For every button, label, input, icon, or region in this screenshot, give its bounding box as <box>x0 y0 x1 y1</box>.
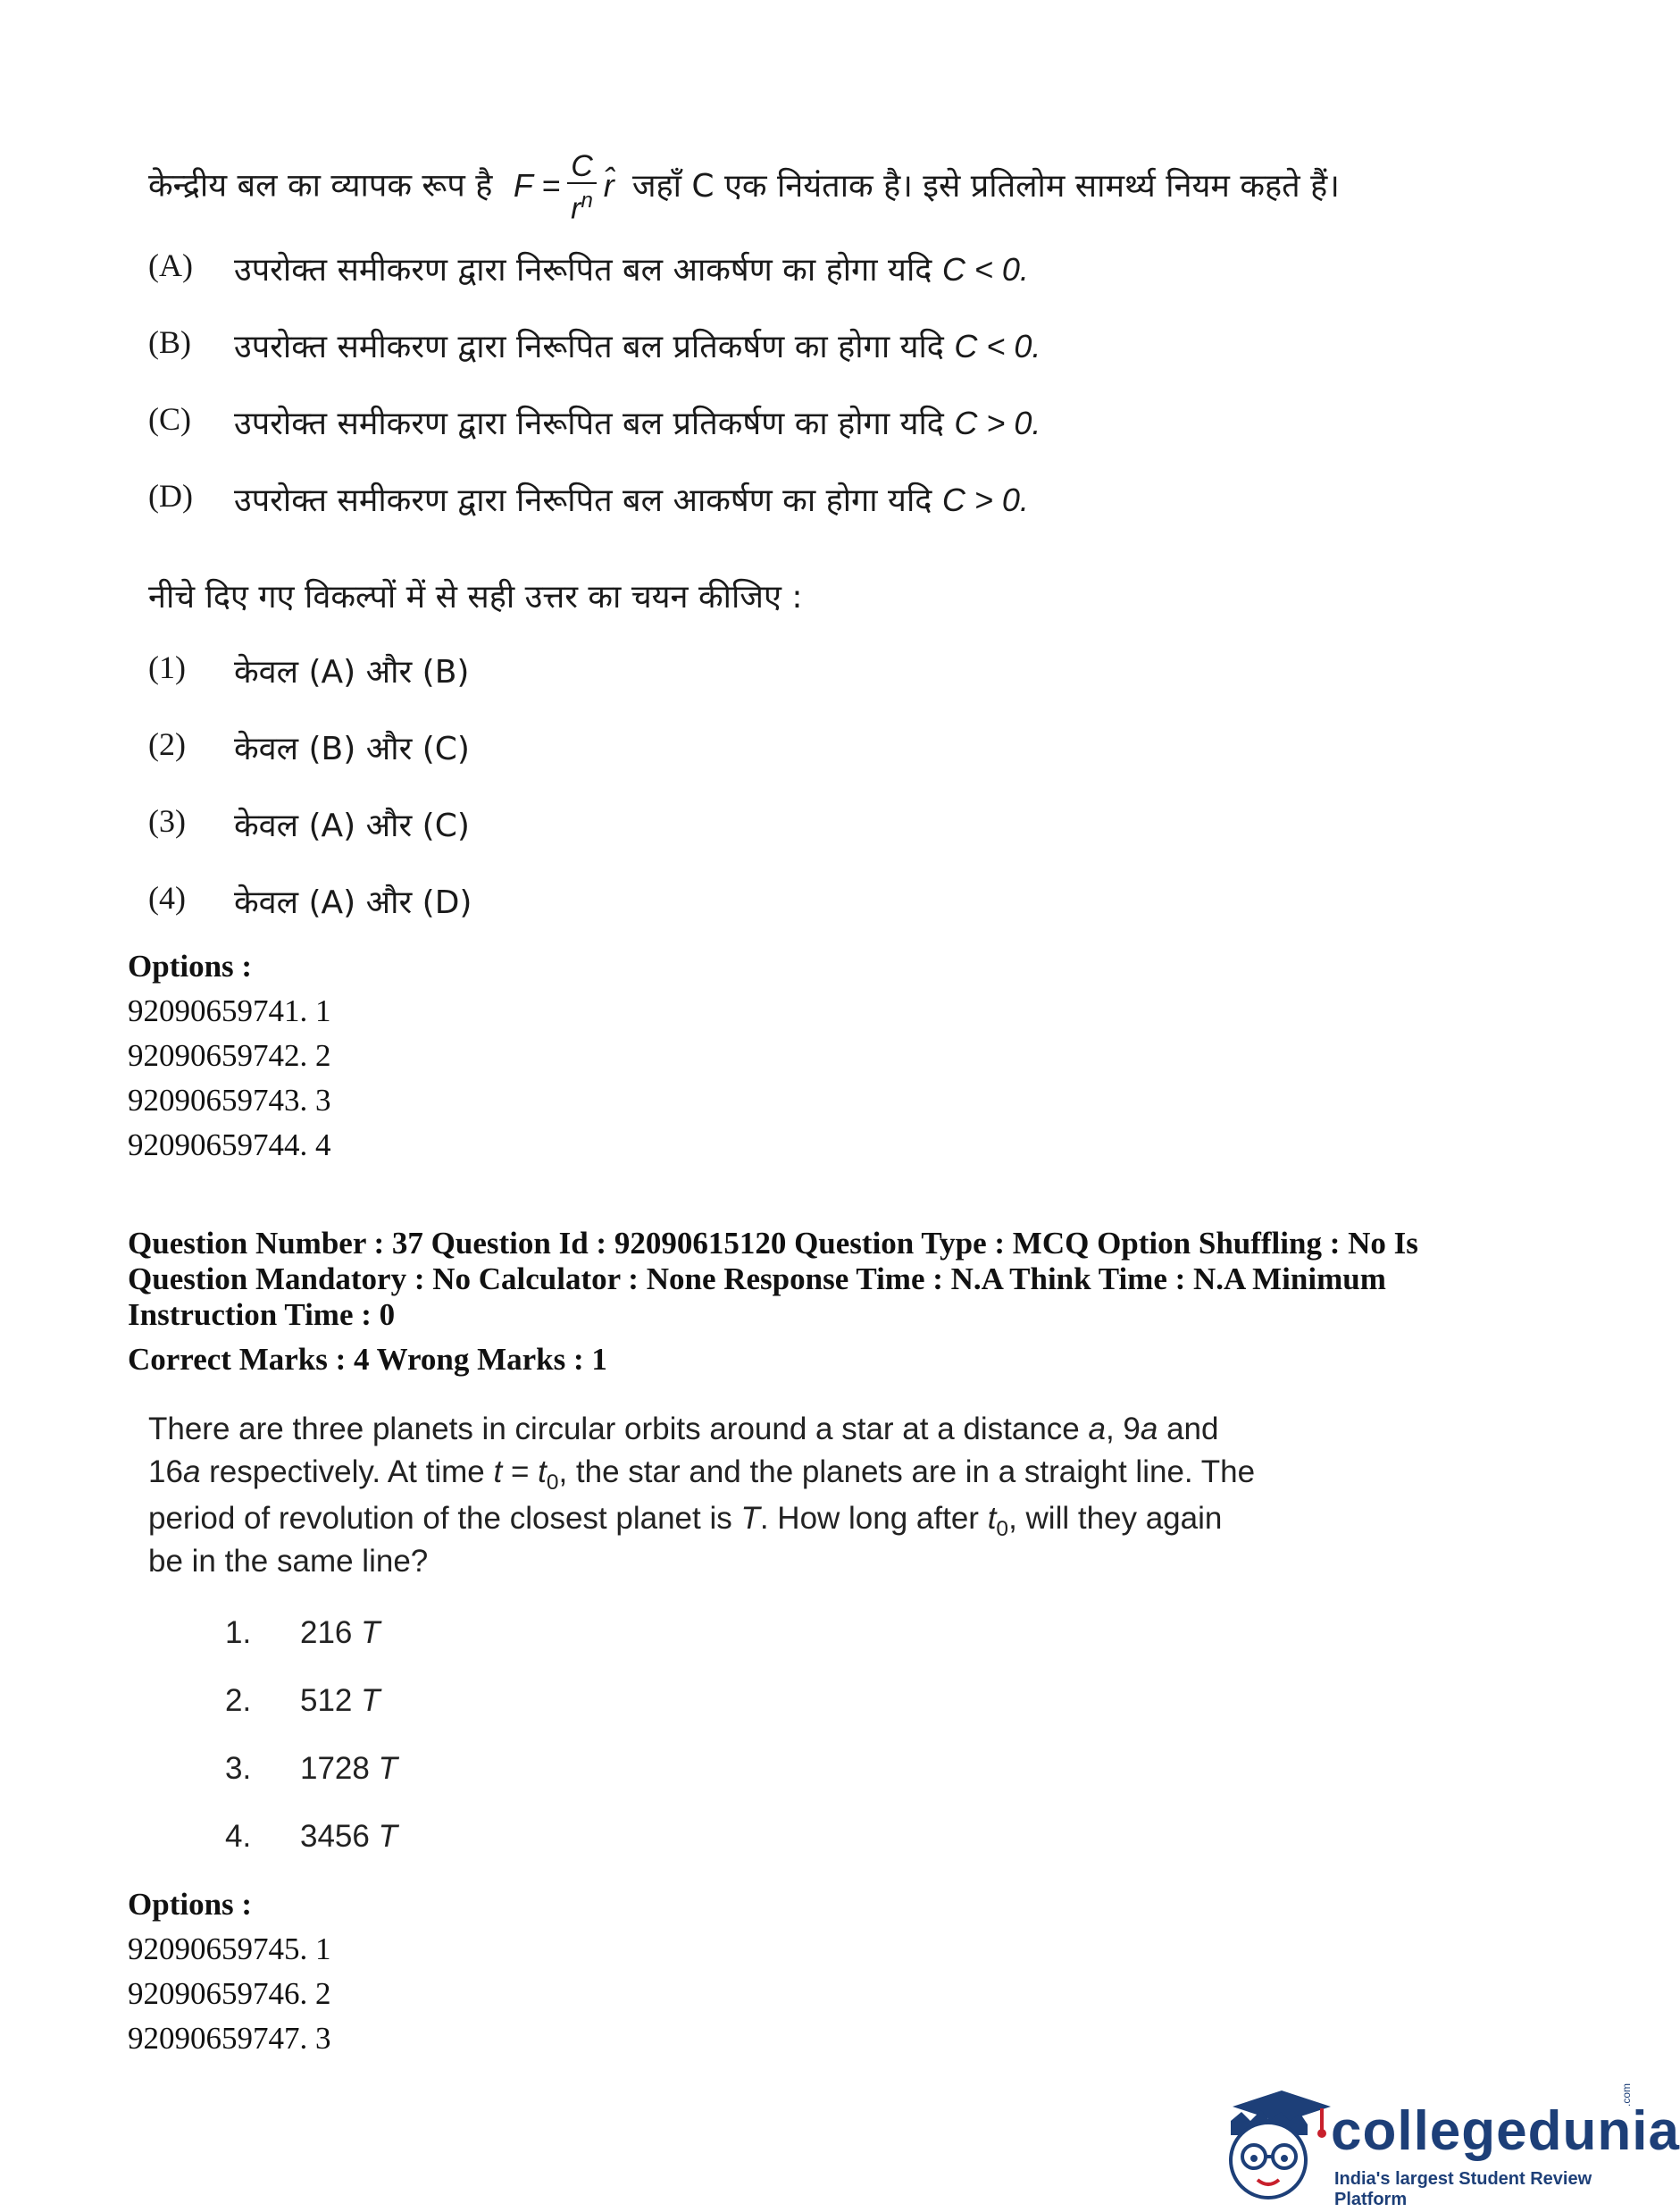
logo-tagline: India's largest Student Review Platform <box>1334 2169 1592 2209</box>
q36-formula-num: C <box>567 150 597 184</box>
choice-label: (1) <box>148 649 186 685</box>
option-item: 92090659743. 3 <box>128 1083 331 1118</box>
option-item: 92090659747. 3 <box>128 2021 331 2056</box>
subscript: 0 <box>546 1470 559 1495</box>
statement-text <box>234 247 1029 290</box>
choice-text: केवल (A) और (C) <box>234 808 470 844</box>
text-run: period of revolution of the closest planet is <box>148 1501 741 1536</box>
text-run: , 9 <box>1105 1412 1141 1446</box>
text-run: . How long after <box>759 1501 988 1536</box>
option-item: 92090659745. 1 <box>128 1931 331 1966</box>
logo-wordmark: collegedunia <box>1331 2100 1680 2162</box>
text-run: , will they again <box>1008 1501 1223 1536</box>
option-item: 92090659744. 4 <box>128 1127 331 1162</box>
q36-formula-lhs: F = <box>513 166 561 204</box>
choice-label: 2. <box>225 1683 252 1718</box>
q37-meta-line2: Question Mandatory : No Calculator : None Response Time : N.A Think Time : N.A Minimum <box>128 1261 1386 1296</box>
q36-instruction: नीचे दिए गए विकल्पों में से सही उत्तर का चयन कीजिए : <box>148 579 803 616</box>
logo-dotcom: .com <box>1620 2082 1633 2107</box>
q36-stem-prefix: केन्द्रीय बल का व्यापक रूप है <box>148 167 493 205</box>
var-a: a <box>1088 1412 1106 1446</box>
q37-stem-line1 <box>148 1412 1218 1447</box>
text-run: and <box>1158 1412 1219 1446</box>
q36-formula-den-exp: n <box>581 189 593 213</box>
choice-label: 3. <box>225 1751 252 1786</box>
var-t0: t <box>538 1454 547 1489</box>
var-a: a <box>1140 1412 1158 1446</box>
statement-condition: C < 0. <box>954 328 1041 364</box>
q36-formula-unit: r̂ <box>603 166 614 204</box>
statement-label: (A) <box>148 247 193 283</box>
choice-label: (2) <box>148 726 186 762</box>
choice-label: 1. <box>225 1615 252 1650</box>
choice-label: (3) <box>148 803 186 839</box>
statement-label: (D) <box>148 478 193 514</box>
statement-text <box>234 323 1041 367</box>
statement-condition: C > 0. <box>954 405 1041 441</box>
var-t: t <box>493 1454 503 1489</box>
text-run: respectively. At time <box>200 1454 494 1489</box>
choice-number: 216 <box>300 1615 353 1650</box>
q36-formula-fraction <box>567 150 597 225</box>
text-run: , the star and the planets are in a straight line. The <box>558 1454 1256 1489</box>
choice-value <box>300 1819 397 1855</box>
statement-body: उपरोक्त समीकरण द्वारा निरूपित बल आकर्षण का होगा यदि <box>234 482 932 519</box>
statement-condition: C > 0. <box>941 482 1029 518</box>
q37-stem-line4: be in the same line? <box>148 1544 429 1579</box>
var-t0: t <box>987 1501 997 1536</box>
q37-marks: Correct Marks : 4 Wrong Marks : 1 <box>128 1342 607 1377</box>
text-run: There are three planets in circular orbits around a star at a distance <box>148 1412 1089 1446</box>
q36-stem <box>148 150 1340 225</box>
q36-stem-suffix: जहाँ C एक नियंताक है। इसे प्रतिलोम सामर्थ्य नियम कहते हैं। <box>631 167 1340 205</box>
choice-label: (4) <box>148 880 186 916</box>
choice-text: केवल (A) और (D) <box>234 884 472 921</box>
choice-number: 512 <box>300 1683 353 1718</box>
choice-value <box>300 1751 397 1787</box>
q37-stem-line2 <box>148 1454 1255 1496</box>
var-a: a <box>182 1454 201 1489</box>
choice-number: 1728 <box>300 1751 370 1786</box>
q36-options-heading: Options : <box>128 949 253 984</box>
q37-options-heading: Options : <box>128 1887 253 1922</box>
mascot-icon <box>1215 2082 1331 2207</box>
q36-formula-den: r <box>571 191 581 226</box>
statement-label: (C) <box>148 401 191 437</box>
statement-condition: C < 0. <box>941 251 1029 288</box>
choice-value <box>300 1615 380 1651</box>
q37-stem-line3 <box>148 1501 1222 1542</box>
option-item: 92090659741. 1 <box>128 993 331 1028</box>
choice-unit: T <box>378 1819 397 1854</box>
statement-label: (B) <box>148 324 191 360</box>
statement-body: उपरोक्त समीकरण द्वारा निरूपित बल आकर्षण का होगा यदि <box>234 252 932 289</box>
q37-meta-line3: Instruction Time : 0 <box>128 1297 396 1332</box>
text-run: 16 <box>148 1454 183 1489</box>
subscript: 0 <box>996 1517 1009 1541</box>
choice-value <box>300 1683 380 1719</box>
statement-body: उपरोक्त समीकरण द्वारा निरूपित बल प्रतिकर्षण का होगा यदि <box>234 329 944 365</box>
option-item: 92090659742. 2 <box>128 1038 331 1073</box>
choice-text: केवल (B) और (C) <box>234 731 470 767</box>
q37-meta-line1: Question Number : 37 Question Id : 92090615120 Question Type : MCQ Option Shuffling : No Is <box>128 1226 1418 1261</box>
choice-number: 3456 <box>300 1819 370 1854</box>
collegedunia-logo <box>1215 2082 1680 2209</box>
option-item: 92090659746. 2 <box>128 1976 331 2011</box>
q36-formula <box>513 149 623 226</box>
choice-unit: T <box>361 1615 380 1650</box>
statement-text <box>234 400 1041 444</box>
statement-text <box>234 477 1029 521</box>
choice-unit: T <box>361 1683 380 1718</box>
choice-text: केवल (A) और (B) <box>234 654 470 691</box>
statement-body: उपरोक्त समीकरण द्वारा निरूपित बल प्रतिकर्षण का होगा यदि <box>234 406 944 442</box>
text-run: = <box>502 1454 539 1489</box>
choice-unit: T <box>378 1751 397 1786</box>
choice-label: 4. <box>225 1819 252 1854</box>
var-T: T <box>740 1501 760 1536</box>
